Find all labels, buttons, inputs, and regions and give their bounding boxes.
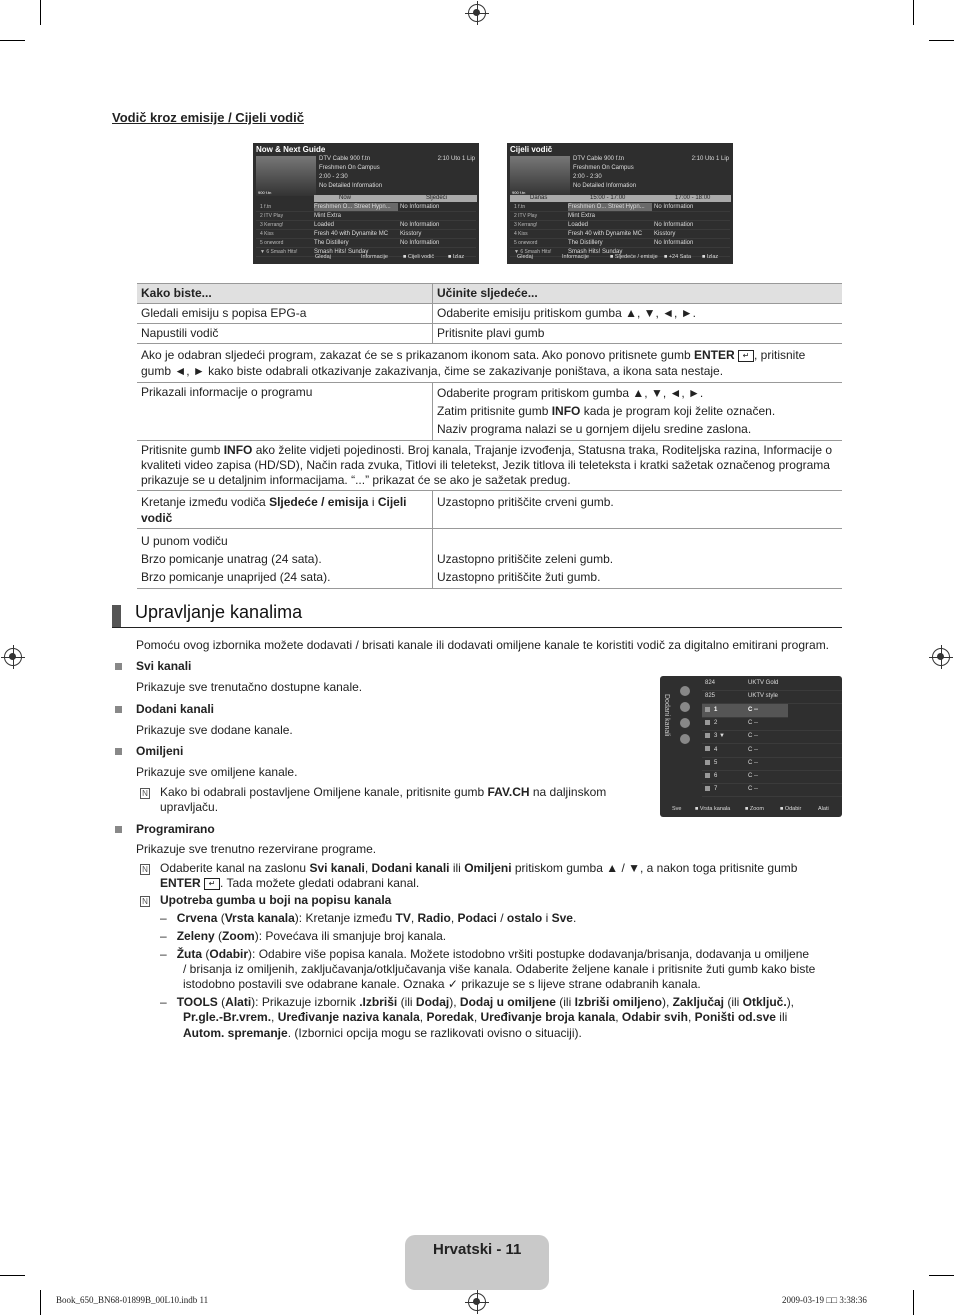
item-desc: Prikazuje sve dodane kanale. [136, 723, 293, 737]
dash-item-cont [183, 977, 843, 992]
bold-text: Otključ. [742, 995, 787, 1009]
checkbox-icon[interactable] [705, 720, 710, 725]
bold-text: Odabir [209, 947, 249, 961]
table-cell: Napustili vodič [137, 324, 433, 344]
text: pritiskom gumba ▲ / ▼, a nakon toga pritisnite gumb [511, 861, 798, 875]
channel-number: 2 [714, 719, 718, 726]
crop-mark [913, 0, 914, 25]
bullet-icon [115, 826, 122, 833]
channel-cell: ▼ 6 Smash Hits! [514, 249, 552, 255]
guide-row[interactable] [256, 230, 476, 239]
channel-row[interactable] [702, 677, 842, 691]
table-row [137, 383, 842, 441]
footer-zoom[interactable]: ■ Zoom [745, 806, 764, 812]
program-cell: The Distillery [314, 240, 349, 246]
table-header-cell: Učinite sljedeće... [433, 284, 843, 304]
text: i [368, 495, 378, 509]
channel-number-cell [705, 770, 717, 783]
info-label: INFO [223, 443, 253, 457]
registration-mark-icon [468, 4, 486, 22]
crop-mark [40, 0, 41, 25]
line: Naziv programa nalazi se u gornjem dijelu sredine zaslona. [437, 422, 752, 436]
table-row [137, 344, 842, 383]
program-info [573, 155, 729, 191]
clock-icon [680, 734, 690, 744]
program-cell: Mint Extra [568, 213, 596, 219]
bold-text: Zeleny [176, 929, 215, 943]
dash-item-cont: Pr.gle.-Br.vrem., Uređivanje naziva kanala, Poredak, Uređivanje broja kanala, Odabir svih, Poništi od.sve ili [183, 1010, 788, 1024]
text: Zatim pritisnite gumb [437, 404, 552, 418]
text: ): Odabire više popisa kanala. Možete istodobno vršiti postupke dodavanja/brisanja, dodavanja u omiljene [248, 947, 810, 961]
guide-rows [256, 203, 476, 257]
bold-text: TOOLS [176, 995, 218, 1009]
channel-name: C -- [748, 719, 758, 726]
text: prikazuje se s lijeve strane odabranih kanala. [457, 977, 701, 991]
footer-channel-type[interactable]: ■ Vrsta kanala [695, 806, 731, 812]
channel-row[interactable] [702, 690, 842, 704]
table-cell: Prikazali informacije o programu [137, 383, 433, 441]
col-day: Danas [530, 195, 548, 201]
col-now: Now [339, 195, 352, 201]
info-detail: No Detailed Information [319, 183, 383, 189]
table-cell [137, 344, 842, 383]
bold-text: Dodaj [415, 995, 450, 1009]
crop-mark [0, 1275, 25, 1276]
program-cell: Smash Hits! Sunday [568, 249, 623, 255]
info-label: INFO [551, 404, 581, 418]
channel-name: C -- [748, 786, 758, 793]
text: upravljaču. [160, 800, 219, 814]
text: istodobno postavili sve odabrane kanale. Oznaka [183, 977, 448, 991]
text: Pritisnite gumb [141, 443, 224, 457]
channel-cell: 4 Kiss [514, 231, 528, 237]
text: ): Povećava ili smanjuje broj kanala. [254, 929, 447, 943]
bold-text: Pr.gle.-Br.vrem. [183, 1010, 272, 1024]
program-cell: No Information [400, 204, 440, 210]
checkbox-icon[interactable] [705, 786, 710, 791]
table-row [137, 304, 842, 324]
channel-number: 5 [714, 759, 718, 766]
item-title: Programirano [136, 822, 215, 836]
bold-text: Žuta [176, 947, 203, 961]
heading-bar [112, 605, 121, 627]
crop-mark [40, 1290, 41, 1315]
item-desc: Prikazuje sve omiljene kanale. [136, 765, 298, 779]
column-header-band [510, 195, 731, 202]
bold-text: Poredak [426, 1010, 474, 1024]
program-info [319, 155, 475, 191]
channel-number-cell [705, 757, 717, 770]
full-guide-screenshot [507, 143, 733, 264]
program-thumbnail [510, 156, 570, 196]
footer-info[interactable]: Informacije [562, 254, 589, 260]
mode-icons [680, 686, 694, 750]
footer-exit[interactable]: ■ Izlaz [448, 254, 465, 260]
text: . Tada možete gledati odabrani kanal. [220, 876, 420, 890]
note-text [160, 861, 840, 891]
text: ): Kretanje između [294, 911, 396, 925]
channel-cell: 1 f.tn [514, 204, 526, 210]
channel-list-screenshot [660, 676, 842, 817]
note-icon: N [140, 896, 150, 907]
note-text [160, 785, 640, 815]
text: . (Izbornici opcija mogu se razlikovati ovisno o situaciji). [287, 1026, 582, 1040]
bold-text: Svi kanali [309, 861, 365, 875]
bold-text: Alati [225, 995, 252, 1009]
line: Uzastopno pritiščite žuti gumb. [437, 570, 601, 584]
table-row [137, 324, 842, 344]
program-cell: No Information [654, 240, 694, 246]
bold-text: Poništi od.sve [694, 1010, 776, 1024]
channel-cell: 1 f.tn [260, 204, 272, 210]
guide-footer [253, 254, 479, 262]
bold-text: Zoom [222, 929, 255, 943]
channel-cell: 3 Kerrang! [514, 222, 538, 228]
program-cell: Freshmen O... Street Hypn... [314, 203, 398, 211]
text: kada je program koji želite označen. [580, 404, 776, 418]
intro-text: Pomoću ovog izbornika možete dodavati / brisati kanale ili dodavati omiljene kanale te koristiti vodič za digitalno emitirani program. [136, 638, 830, 652]
print-footer-right: 2009-03-19 □□ 3:38:36 [782, 1295, 867, 1305]
registration-mark-icon [932, 648, 950, 666]
bold-text: Sve [551, 911, 573, 925]
text: ili [449, 861, 465, 875]
channel-number-cell [705, 717, 717, 730]
footer-select[interactable]: ■ Odabir [780, 806, 802, 812]
bold-text: Podaci [457, 911, 497, 925]
bullet-icon [115, 748, 122, 755]
program-cell: Kisstory [654, 231, 676, 237]
channel-number-cell [705, 690, 715, 703]
favorite-icon [680, 718, 690, 728]
line: Brzo pomicanje unaprijed (24 sata). [141, 570, 331, 584]
bold-text: .Izbriši [359, 995, 398, 1009]
channel-name: UKTV style [748, 693, 779, 700]
program-thumbnail [256, 156, 316, 196]
table-cell [433, 383, 843, 441]
info-duration: 2:00 - 2:30 [573, 174, 602, 180]
bold-text: ostalo [506, 911, 543, 925]
channel-row[interactable] [702, 744, 842, 758]
checkbox-icon[interactable] [705, 746, 710, 751]
table-cell [433, 529, 843, 589]
item-desc: Prikazuje sve trenutačno dostupne kanale. [136, 680, 363, 694]
guide-footer [507, 254, 733, 262]
info-duration: 2:00 - 2:30 [319, 174, 348, 180]
note-icon: N [140, 864, 150, 875]
bold-text: Radio [417, 911, 451, 925]
line: Odaberite program pritiskom gumba ▲, ▼, ◄, ►. [437, 386, 704, 400]
section-title: Vodič kroz emisije / Cijeli vodič [112, 110, 304, 125]
text: Odaberite kanal na zaslonu [160, 861, 310, 875]
guide-row[interactable] [256, 212, 476, 221]
crop-mark [929, 40, 954, 41]
channel-row[interactable] [702, 783, 842, 797]
dash-item: – Crvena (Vrsta kanala): Kretanje između TV, Radio, Podaci / ostalo i Sve. [160, 911, 577, 925]
bold-text: ENTER [160, 876, 201, 890]
item-title: Svi kanali [136, 659, 192, 673]
guide-header: Now & Next Guide [256, 145, 326, 154]
bold-text: Autom. spremanje [183, 1026, 288, 1040]
text: , [364, 861, 372, 875]
dash-item-cont: / brisanja iz omiljenih, zaključavanja/otključavanja više kanala. Odaberite željene kanale i pritisnite žuti gumb kako biste [183, 962, 816, 976]
channel-number: 824 [705, 680, 716, 686]
table-header-row [137, 284, 842, 304]
note-icon: N [140, 788, 150, 799]
bold-text: Izbriši omiljeno [574, 995, 662, 1009]
program-cell: No Information [400, 240, 440, 246]
bullet-icon [115, 663, 122, 670]
col-next: Sljedeći [426, 195, 448, 201]
info-title: Freshmen On Campus [573, 165, 634, 171]
table-cell: Pritisnite plavi gumb [433, 324, 843, 344]
registration-mark-icon [4, 648, 22, 666]
channel-row[interactable] [702, 704, 788, 718]
channel-number-cell [705, 744, 717, 757]
checkbox-icon[interactable] [705, 773, 710, 778]
program-cell: The Distillery [568, 240, 603, 246]
info-time: 2:10 Uto 1 Lip [691, 156, 729, 162]
program-cell: No Information [654, 204, 694, 210]
bold-text: Vrsta kanala [224, 911, 295, 925]
table-cell: Odaberite emisiju pritiskom gumba ▲, ▼, ◄, ►. [433, 304, 843, 324]
line [437, 402, 838, 420]
footer-watch[interactable]: Gledaj [517, 254, 533, 260]
guide-row[interactable] [510, 203, 730, 212]
bold-text: Omiljeni [464, 861, 512, 875]
footer-watch[interactable]: Gledaj [315, 254, 331, 260]
line: Brzo pomicanje unatrag (24 sata). [141, 552, 322, 566]
bold-text: Uređivanje naziva kanala [277, 1010, 420, 1024]
bold-text: Sljedeće / emisija [269, 495, 369, 509]
registration-mark-icon [468, 1293, 486, 1311]
channel-cell: 5 oneword [260, 240, 284, 246]
footer-plus24[interactable]: ■ +24 Sata [664, 254, 692, 260]
enter-label: ENTER [693, 348, 735, 362]
channel-name: C -- [748, 746, 758, 753]
program-cell: No Information [654, 222, 694, 228]
program-cell: Fresh 40 with Dynamite MC [568, 231, 643, 237]
line: U punom vodiču [141, 534, 228, 548]
antenna-icon [680, 686, 690, 696]
channel-number: 825 [705, 693, 716, 700]
print-footer-left: Book_650_BN68-01899B_00L10.indb 11 [56, 1295, 209, 1305]
guide-row[interactable] [256, 239, 476, 248]
col-time-a: 15:00 - 17:00 [590, 195, 626, 201]
instruction-table [137, 283, 842, 589]
guide-row[interactable] [510, 212, 730, 221]
channel-cell: 4 Kiss [260, 231, 274, 237]
dash-item: – Zeleny (Zoom): Povećava ili smanjuje broj kanala. [160, 929, 447, 943]
note-title: Upotreba gumba u boji na popisu kanala [160, 893, 392, 907]
program-cell: No Information [400, 222, 440, 228]
channel-cell: 5 oneword [514, 240, 538, 246]
channel-cell: 2 ITV Play [514, 213, 538, 219]
footer-tools[interactable]: Alati [818, 806, 829, 812]
checkbox-icon[interactable] [705, 707, 710, 712]
dash-item: – Žuta (Odabir): Odabire više popisa kanala. Možete istodobno vršiti postupke dodavanja/brisanja, dodavanja u omiljene [160, 947, 810, 961]
channel-cell: 2 ITV Play [260, 213, 284, 219]
text: , pritisnite gumb ◄, ► kako biste odabrali otkazivanje zakazivanja, čime se zakazivanje poništava, a ikona sata nestaje. [141, 348, 806, 378]
channel-number: 1 [714, 706, 718, 713]
channel-row[interactable] [702, 717, 842, 731]
text: Kretanje između vodiča [141, 495, 270, 509]
added-icon [680, 702, 690, 712]
column-header-band [314, 195, 477, 202]
channel-number-cell [705, 730, 725, 743]
channel-number: 6 [714, 773, 718, 780]
guide-row[interactable] [510, 239, 730, 248]
info-title: Freshmen On Campus [319, 165, 380, 171]
channel-cell: 3 Kerrang! [260, 222, 284, 228]
channel-name: C -- [748, 759, 758, 766]
bold-text: Crvena [176, 911, 218, 925]
bold-text: Cijeli vodič [141, 495, 407, 525]
guide-row[interactable] [256, 203, 476, 212]
channel-number: 7 [714, 786, 718, 793]
info-detail: No Detailed Information [573, 183, 637, 189]
table-header-cell: Kako biste... [137, 284, 433, 304]
table-cell: Uzastopno pritiščite crveni gumb. [433, 491, 843, 529]
now-next-guide-screenshot [253, 143, 479, 264]
footer-exit[interactable]: ■ Izlaz [702, 254, 719, 260]
table-cell [137, 529, 433, 589]
page-heading: Upravljanje kanalima [135, 602, 303, 622]
crop-mark [913, 1290, 914, 1315]
line: Uzastopno pritiščite zeleni gumb. [437, 552, 614, 566]
channel-row[interactable] [702, 730, 842, 744]
channel-number-cell [705, 704, 717, 717]
footer-all[interactable]: Sve [672, 806, 682, 812]
program-cell: Loaded [568, 222, 589, 228]
thumb-label: 900 f.tn [258, 190, 272, 195]
channel-name: UKTV Gold [748, 680, 779, 686]
bold-text: Uređivanje broja kanala [480, 1010, 616, 1024]
item-desc: Prikazuje sve trenutno rezervirane programe. [136, 842, 377, 856]
enter-icon: ↵ [204, 878, 220, 890]
channel-cell: ▼ 6 Smash Hits! [260, 249, 298, 255]
crop-mark [0, 40, 25, 41]
footer-now-next[interactable]: ■ Sljedeće / emisije [610, 254, 658, 260]
text: ): Prikazuje izbornik [251, 995, 360, 1009]
table-row [137, 441, 842, 491]
bold-text: Dodani kanali [371, 861, 450, 875]
channel-name: C -- [748, 733, 758, 740]
program-cell: Loaded [314, 222, 335, 228]
page-number: Hrvatski - 11 [433, 1241, 522, 1258]
channel-number-cell [705, 783, 717, 796]
bold-text: Zaključaj [672, 995, 724, 1009]
item-title: Omiljeni [136, 744, 184, 758]
info-time: 2:10 Uto 1 Lip [437, 156, 475, 162]
channel-row[interactable] [702, 757, 842, 771]
checkmark-icon: ✓ [447, 977, 458, 991]
guide-row[interactable] [256, 221, 476, 230]
text: ako želite vidjeti pojedinosti. Broj kanala, Trajanje izvođenja, Statusna traka, Roditeljska razina, Informacije o kvaliteti video zapisa (HD/SD), Način rada zvuka, Titlovi ili teletekst, Jezik titlova ili teleteksta i kratki sažetak označenog programa prikazuje se u detaljnim informacijama. “...” prikazat će se ako je sažetak predug. [141, 443, 833, 487]
channel-number: 4 [714, 746, 718, 753]
guide-rows [510, 203, 730, 257]
table-row [137, 529, 842, 589]
line [437, 532, 838, 550]
channel-name: C -- [748, 773, 758, 780]
guide-header: Cijeli vodič [510, 145, 553, 154]
table-row [137, 491, 842, 529]
program-cell: Smash Hits! Sunday [314, 249, 369, 255]
program-cell: Fresh 40 with Dynamite MC [314, 231, 389, 237]
program-cell: Kisstory [400, 231, 422, 237]
dash-item-cont [183, 1026, 843, 1041]
program-cell: Freshmen O... Street Hypn... [568, 203, 652, 211]
text: na daljinskom [529, 785, 607, 799]
footer-full-guide[interactable]: ■ Cijeli vodič [403, 254, 435, 260]
channel-number-cell [705, 677, 715, 690]
crop-mark [929, 1275, 954, 1276]
table-cell [137, 491, 433, 529]
bullet-icon [115, 706, 122, 713]
channel-number: 3 ▼ [714, 733, 725, 740]
info-channel: DTV Cable 900 f.tn [319, 156, 371, 162]
bold-text: FAV.CH [487, 785, 530, 799]
bold-text: Odabir svih [621, 1010, 688, 1024]
thumb-label: 900 f.tn [512, 190, 526, 195]
channel-list-footer [660, 806, 842, 814]
table-cell [137, 441, 842, 491]
program-cell: Mint Extra [314, 213, 342, 219]
enter-icon: ↵ [738, 350, 754, 362]
channel-list-mode-label: Dodani kanali [663, 694, 670, 737]
text: Ako je odabran sljedeći program, zakazat će se s prikazanom ikonom sata. Ako ponovo pritisnete gumb [141, 348, 694, 362]
checkbox-icon[interactable] [705, 760, 710, 765]
guide-row[interactable] [510, 221, 730, 230]
channel-name: C -- [748, 706, 758, 713]
footer-info[interactable]: Informacije [361, 254, 388, 260]
checkbox-icon[interactable] [705, 733, 710, 738]
item-title: Dodani kanali [136, 702, 215, 716]
channel-row[interactable] [702, 770, 842, 784]
bold-text: TV [395, 911, 411, 925]
heading-rule [112, 627, 842, 628]
info-channel: DTV Cable 900 f.tn [573, 156, 625, 162]
bold-text: Dodaj u omiljene [459, 995, 556, 1009]
col-time-b: 17:00 - 18:00 [675, 195, 711, 201]
dash-item: – TOOLS (Alati): Prikazuje izbornik .Izbriši (ili Dodaj), Dodaj u omiljene (ili Izbriši omiljeno), Zaključaj (ili Otključ.), [160, 995, 795, 1009]
text: Kako bi odabrali postavljene Omiljene kanale, pritisnite gumb [160, 785, 488, 799]
guide-row[interactable] [510, 230, 730, 239]
table-cell: Gledali emisiju s popisa EPG-a [137, 304, 433, 324]
